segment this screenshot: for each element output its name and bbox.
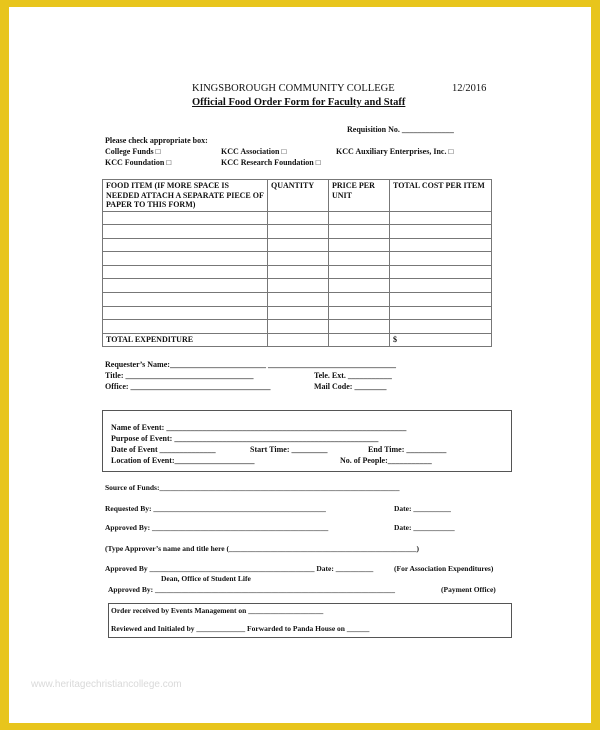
price-cell[interactable] bbox=[329, 293, 390, 307]
quantity-cell[interactable] bbox=[268, 211, 329, 225]
form-title: Official Food Order Form for Faculty and Staff bbox=[192, 97, 406, 108]
table-row bbox=[103, 279, 492, 293]
food-item-cell[interactable] bbox=[103, 225, 268, 239]
price-cell[interactable] bbox=[329, 225, 390, 239]
dean-label: Dean, Office of Student Life bbox=[161, 574, 251, 583]
total-cost-cell[interactable] bbox=[390, 320, 492, 334]
table-row bbox=[103, 320, 492, 334]
price-cell[interactable] bbox=[329, 279, 390, 293]
number-of-people-field[interactable]: No. of People:___________ bbox=[340, 456, 432, 465]
food-item-cell[interactable] bbox=[103, 306, 268, 320]
total-cost-cell[interactable] bbox=[390, 225, 492, 239]
approver-name-title-field[interactable]: (Type Approver’s name and title here (__________________________________________________) bbox=[105, 544, 420, 553]
food-order-table bbox=[102, 179, 492, 347]
event-date-field[interactable]: Date of Event ______________ bbox=[111, 445, 216, 454]
total-row bbox=[103, 333, 492, 347]
reviewed-initialed-field[interactable]: Reviewed and Initialed by _____________ Forwarded to Panda House on ______ bbox=[111, 624, 370, 633]
event-details-box bbox=[102, 410, 512, 472]
approved-date-field[interactable]: Date: ___________ bbox=[394, 523, 455, 532]
total-cost-cell[interactable] bbox=[390, 252, 492, 266]
total-cost-cell[interactable] bbox=[390, 238, 492, 252]
food-item-cell[interactable] bbox=[103, 279, 268, 293]
check-box-heading: Please check appropriate box: bbox=[105, 136, 208, 145]
quantity-cell[interactable] bbox=[268, 306, 329, 320]
total-cost-cell[interactable] bbox=[390, 279, 492, 293]
title-field[interactable]: Title: ________________________________ bbox=[105, 371, 254, 380]
tele-ext-field[interactable]: Tele. Ext. ___________ bbox=[314, 371, 392, 380]
total-label: TOTAL EXPENDITURE bbox=[103, 333, 268, 347]
watermark-text: www.heritagechristiancollege.com bbox=[31, 679, 182, 690]
end-time-field[interactable]: End Time: __________ bbox=[368, 445, 447, 454]
food-item-cell[interactable] bbox=[103, 293, 268, 307]
table-row bbox=[103, 293, 492, 307]
form-date: 12/2016 bbox=[452, 83, 487, 94]
price-cell[interactable] bbox=[329, 265, 390, 279]
food-item-cell[interactable] bbox=[103, 252, 268, 266]
table-row bbox=[103, 306, 492, 320]
start-time-field[interactable]: Start Time: _________ bbox=[250, 445, 328, 454]
association-expenditures-note: (For Association Expenditures) bbox=[394, 564, 494, 573]
quantity-cell[interactable] bbox=[268, 279, 329, 293]
requisition-number: Requisition No. _____________ bbox=[347, 125, 454, 134]
source-of-funds-field[interactable]: Source of Funds:________________________________________________________________ bbox=[105, 483, 400, 492]
total-cost-cell[interactable] bbox=[390, 306, 492, 320]
table-row bbox=[103, 252, 492, 266]
header-price-per-unit: PRICE PER UNIT bbox=[329, 180, 390, 212]
total-value[interactable]: $ bbox=[390, 333, 492, 347]
quantity-cell[interactable] bbox=[268, 320, 329, 334]
events-management-box bbox=[108, 603, 512, 638]
checkbox-kcc-auxiliary[interactable]: KCC Auxiliary Enterprises, Inc. □ bbox=[336, 147, 454, 156]
payment-approved-by-field[interactable]: Approved By: ________________________________________________________________ bbox=[108, 585, 395, 594]
total-cost-cell[interactable] bbox=[390, 293, 492, 307]
food-item-cell[interactable] bbox=[103, 211, 268, 225]
table-row bbox=[103, 238, 492, 252]
checkbox-college-funds[interactable]: College Funds □ bbox=[105, 147, 161, 156]
event-name-field[interactable]: Name of Event: ____________________________________________________________ bbox=[111, 423, 407, 432]
checkbox-kcc-association[interactable]: KCC Association □ bbox=[221, 147, 287, 156]
mail-code-field[interactable]: Mail Code: ________ bbox=[314, 382, 387, 391]
food-item-cell[interactable] bbox=[103, 265, 268, 279]
price-cell[interactable] bbox=[329, 238, 390, 252]
quantity-cell[interactable] bbox=[268, 225, 329, 239]
total-cost-cell[interactable] bbox=[390, 211, 492, 225]
header-food-item: FOOD ITEM (IF MORE SPACE IS NEEDED ATTACH A SEPARATE PIECE OF PAPER TO THIS FORM) bbox=[103, 180, 268, 212]
office-field[interactable]: Office: ___________________________________ bbox=[105, 382, 271, 391]
form-page bbox=[9, 7, 591, 723]
checkbox-kcc-foundation[interactable]: KCC Foundation □ bbox=[105, 158, 172, 167]
header-total-cost: TOTAL COST PER ITEM bbox=[390, 180, 492, 212]
requester-name-field[interactable]: Requester’s Name:________________________ ________________________________ bbox=[105, 360, 396, 369]
price-cell[interactable] bbox=[329, 306, 390, 320]
association-approved-by-field[interactable]: Approved By ____________________________________________ Date: __________ bbox=[105, 564, 374, 573]
order-received-field[interactable]: Order received by Events Management on ____________________ bbox=[111, 606, 324, 615]
price-cell[interactable] bbox=[329, 320, 390, 334]
total-price-cell[interactable] bbox=[329, 333, 390, 347]
quantity-cell[interactable] bbox=[268, 252, 329, 266]
quantity-cell[interactable] bbox=[268, 265, 329, 279]
header-quantity: QUANTITY bbox=[268, 180, 329, 212]
payment-office-note: (Payment Office) bbox=[441, 585, 496, 594]
table-row bbox=[103, 265, 492, 279]
table-row bbox=[103, 211, 492, 225]
college-name: KINGSBOROUGH COMMUNITY COLLEGE bbox=[192, 83, 395, 94]
table-header-row bbox=[103, 180, 492, 212]
requested-by-field[interactable]: Requested By: ______________________________________________ bbox=[105, 504, 326, 513]
event-location-field[interactable]: Location of Event:____________________ bbox=[111, 456, 255, 465]
approved-by-field[interactable]: Approved By: _______________________________________________ bbox=[105, 523, 329, 532]
total-quantity-cell[interactable] bbox=[268, 333, 329, 347]
event-purpose-field[interactable]: Purpose of Event: ___________________________________________________ bbox=[111, 434, 379, 443]
food-item-cell[interactable] bbox=[103, 320, 268, 334]
food-item-cell[interactable] bbox=[103, 238, 268, 252]
price-cell[interactable] bbox=[329, 211, 390, 225]
table-row bbox=[103, 225, 492, 239]
requested-date-field[interactable]: Date: __________ bbox=[394, 504, 451, 513]
total-cost-cell[interactable] bbox=[390, 265, 492, 279]
checkbox-kcc-research[interactable]: KCC Research Foundation □ bbox=[221, 158, 321, 167]
quantity-cell[interactable] bbox=[268, 238, 329, 252]
price-cell[interactable] bbox=[329, 252, 390, 266]
quantity-cell[interactable] bbox=[268, 293, 329, 307]
